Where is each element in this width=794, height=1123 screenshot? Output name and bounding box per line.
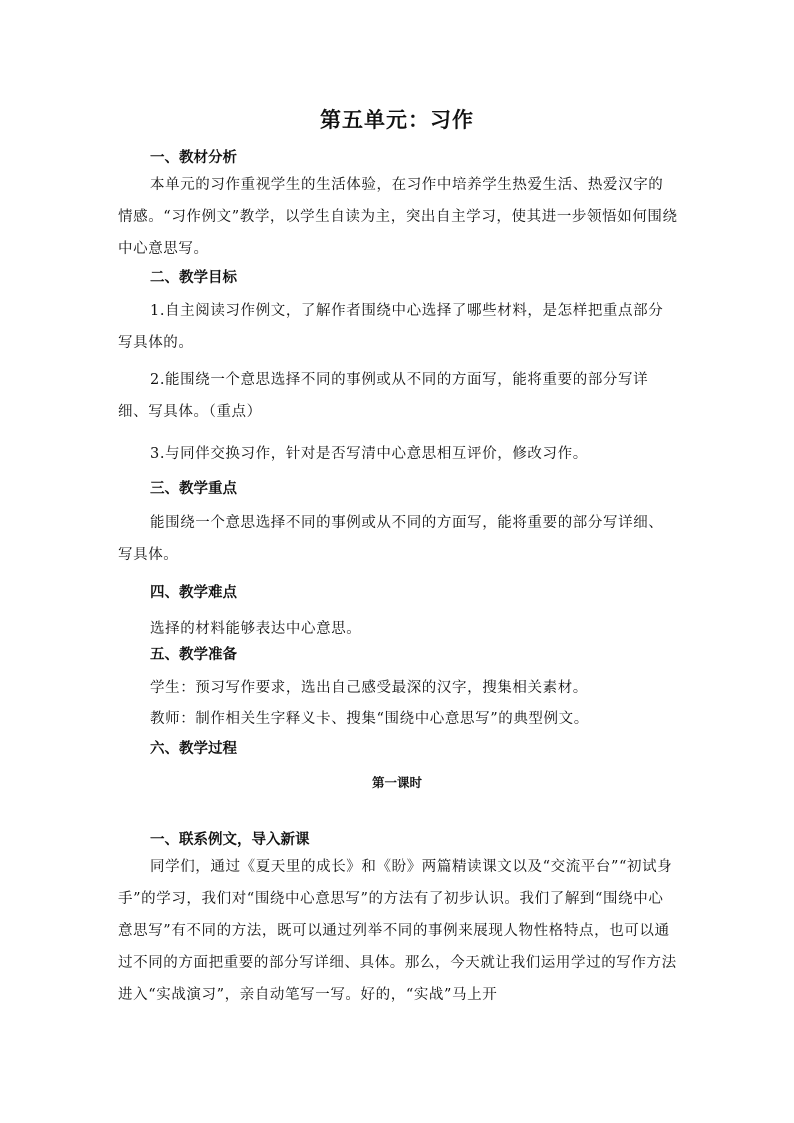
paragraph-intro-text: 同学们，通过《夏天里的成长》和《盼》两篇精读课文以及“交流平台”“初试身手”的学习，我们对“围绕中心意思写”的方法有了初步认识。我们了解到“围绕中心意思写”有不同的方法，既可以通过列举不同的事例来展现人物性格特点，也可以通过不同的方面把重要的部分写详细、具体。那么，今天就让我们运用学过的写作方法进入“实战演习”，亲自动笔写一写。好的，“实战”马上开 [118,859,677,1003]
goal-item-1-text: 1.自主阅读习作例文，了解作者围绕中心选择了哪些材料，是怎样把重点部分写具体的。 [118,303,664,351]
section-heading-preparation: 五、教学准备 [150,647,237,663]
section-heading-intro: 一、联系例文，导入新课 [150,832,310,848]
goal-item-1 [118,295,678,359]
section-heading-key-point: 三、教学重点 [150,481,237,497]
preparation-students: 学生：预习写作要求，选出自己感受最深的汉字，搜集相关素材。 [150,680,588,696]
goal-item-2 [118,364,678,428]
goal-item-3: 3.与同伴交换习作，针对是否写清中心意思相互评价，修改习作。 [150,446,588,462]
paragraph-analysis [118,169,678,265]
section-heading-difficulty: 四、教学难点 [150,585,237,601]
paragraph-key-point [118,507,678,571]
paragraph-analysis-text: 本单元的习作重视学生的生活体验，在习作中培养学生热爱生活、热爱汉字的情感。“习作例文”教学，以学生自读为主，突出自主学习，使其进一步领悟如何围绕中心意思写。 [118,177,678,257]
section-heading-goals: 二、教学目标 [150,270,237,286]
paragraph-intro [118,851,678,1011]
preparation-teacher: 教师：制作相关生字释义卡、搜集“围绕中心意思写”的典型例文。 [150,711,589,727]
goal-item-2-text: 2.能围绕一个意思选择不同的事例或从不同的方面写，能将重要的部分写详细、写具体。（重点） [118,372,649,420]
section-heading-analysis: 一、教材分析 [150,150,237,166]
section-heading-process: 六、教学过程 [150,741,237,757]
paragraph-difficulty: 选择的材料能够表达中心意思。 [150,621,362,637]
page-title: 第五单元：习作 [320,108,474,132]
lesson-title: 第一课时 [371,775,422,790]
paragraph-key-point-text: 能围绕一个意思选择不同的事例或从不同的方面写，能将重要的部分写详细、写具体。 [118,515,664,563]
